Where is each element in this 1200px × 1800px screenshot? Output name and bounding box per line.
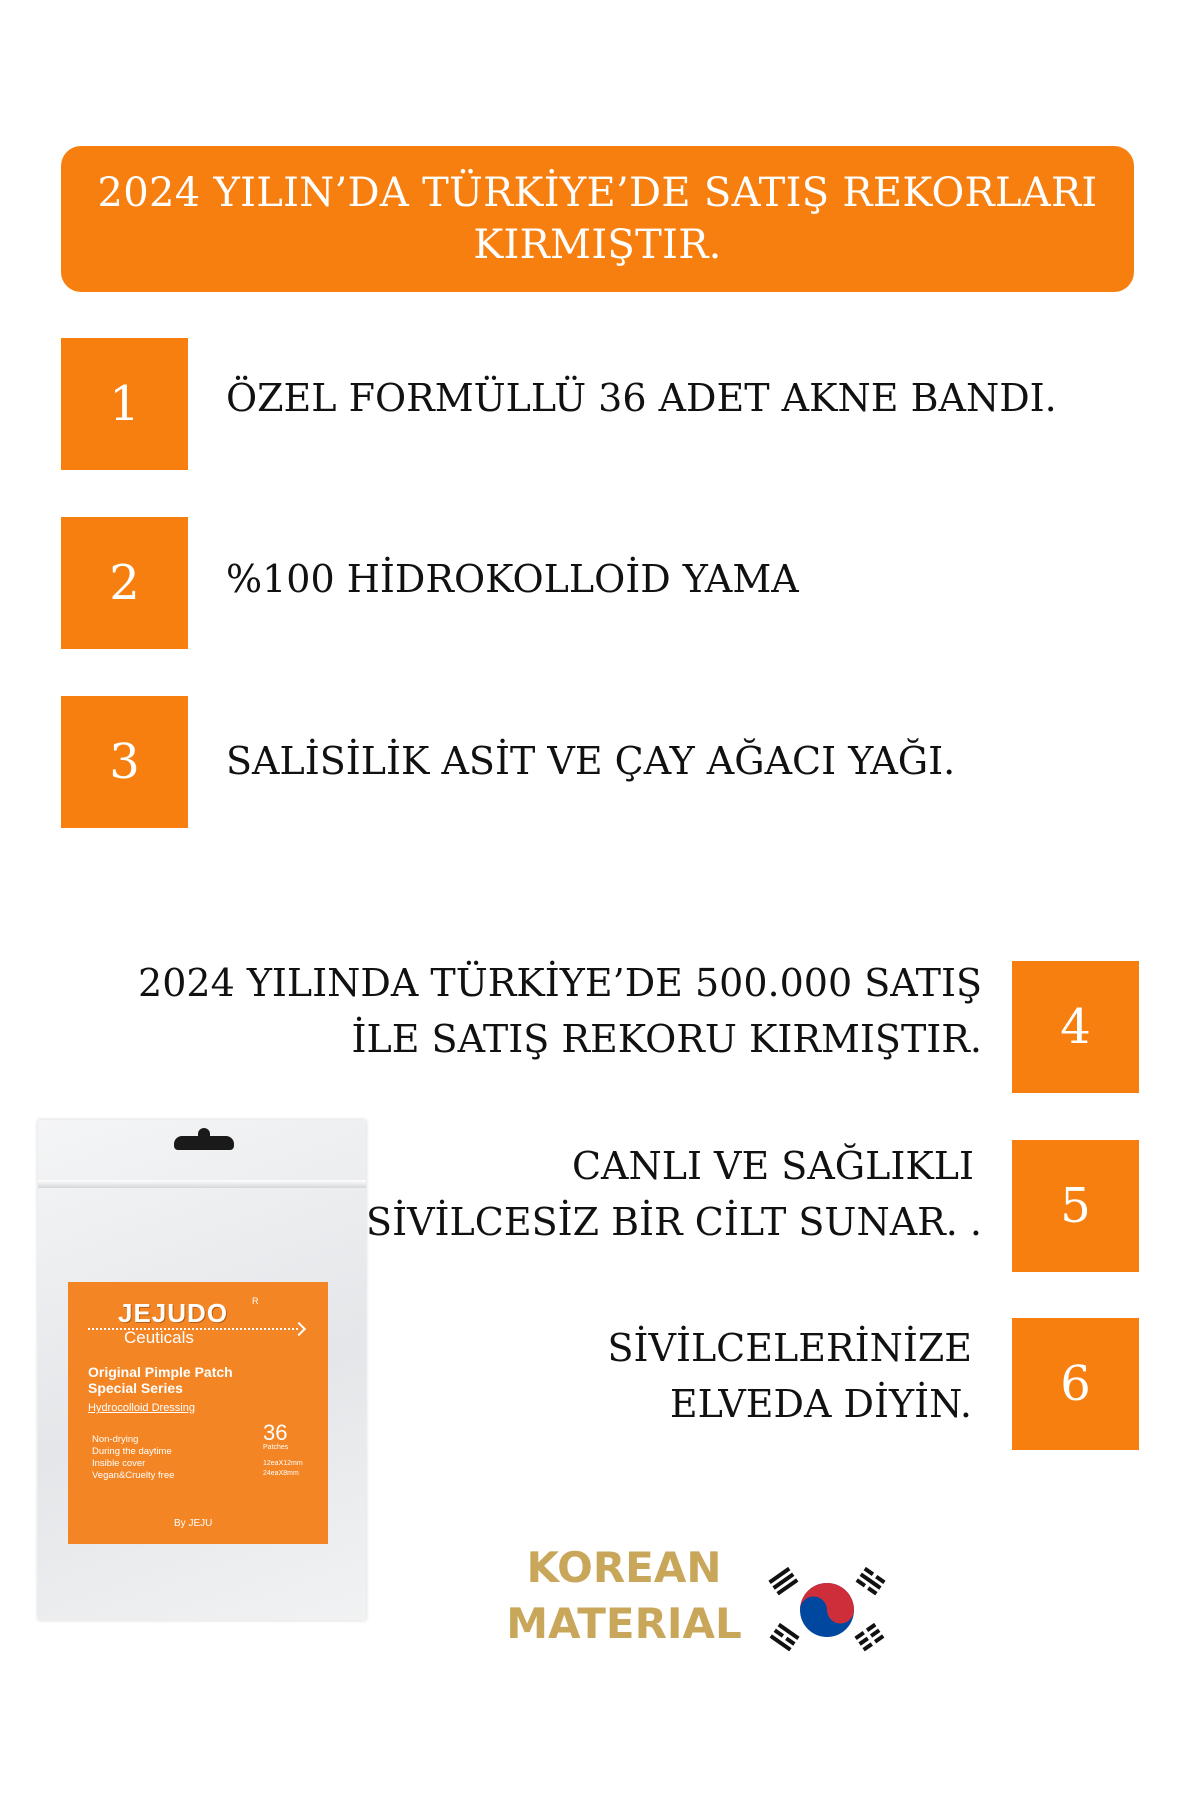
feature-5-line-1: CANLI VE SAĞLIKLI — [571, 1144, 974, 1188]
feature-number-3: 3 — [109, 734, 140, 790]
feature-text-2 — [226, 551, 799, 607]
product-size-1: 12eaX12mm — [263, 1460, 303, 1467]
product-count-word: Patches — [263, 1444, 289, 1451]
feature-number-box-6 — [1012, 1318, 1139, 1450]
headline-line-2: KIRMIŞTIR. — [473, 222, 722, 268]
product-by: By JEJU — [174, 1518, 213, 1529]
registered-mark: R — [252, 1296, 259, 1306]
feature-number-box-1 — [61, 338, 188, 470]
headline-banner — [61, 146, 1134, 292]
product-bullet: Insible cover — [92, 1458, 146, 1469]
headline-line-1: 2024 YILIN’DA TÜRKİYE’DE SATIŞ REKORLARI — [97, 170, 1098, 216]
feature-text-5 — [366, 1138, 982, 1250]
product-bullet: Vegan&Cruelty free — [92, 1470, 175, 1481]
feature-number-box-4 — [1012, 961, 1139, 1093]
zip-seal — [38, 1180, 366, 1188]
korean-flag-icon — [762, 1560, 892, 1660]
feature-5-line-2: SİVİLCESİZ BİR CİLT SUNAR. . — [366, 1200, 982, 1244]
feature-6-line-1: SİVİLCELERİNİZE — [607, 1326, 972, 1370]
feature-number-5: 5 — [1060, 1178, 1091, 1234]
feature-number-2: 2 — [109, 555, 140, 611]
product-count: 36 — [263, 1420, 288, 1445]
feature-number-4: 4 — [1060, 999, 1091, 1055]
product-size-2: 24eaX8mm — [263, 1470, 299, 1477]
product-title-line-2: Special Series — [88, 1380, 183, 1396]
feature-3-line-1: SALİSİLİK ASİT VE ÇAY AĞACI YAĞI. — [226, 739, 956, 783]
product-bullet: Non-drying — [92, 1434, 139, 1445]
feature-text-6 — [607, 1320, 972, 1432]
feature-number-6: 6 — [1060, 1356, 1091, 1412]
product-bullet-list — [92, 1434, 174, 1482]
korean-material-badge — [494, 1540, 754, 1652]
product-packet-image — [38, 1120, 366, 1620]
feature-number-box-3 — [61, 696, 188, 828]
product-subbrand: Ceuticals — [124, 1328, 194, 1347]
badge-line-1: KOREAN — [526, 1543, 722, 1592]
feature-text-1 — [226, 370, 1057, 426]
feature-1-line-1: ÖZEL FORMÜLLÜ 36 ADET AKNE BANDI. — [226, 376, 1057, 420]
feature-number-box-5 — [1012, 1140, 1139, 1272]
product-title-line-1: Original Pimple Patch — [88, 1364, 233, 1380]
badge-line-2: MATERIAL — [506, 1599, 742, 1648]
feature-text-4 — [138, 955, 982, 1067]
feature-number-box-2 — [61, 517, 188, 649]
product-brand: JEJUDO — [118, 1298, 229, 1328]
feature-number-1: 1 — [109, 376, 140, 432]
feature-4-line-2: İLE SATIŞ REKORU KIRMIŞTIR. — [351, 1017, 982, 1061]
product-bullet: During the daytime — [92, 1446, 172, 1457]
feature-4-line-1: 2024 YILINDA TÜRKİYE’DE 500.000 SATIŞ — [138, 961, 982, 1005]
product-label — [68, 1282, 328, 1544]
hang-hole-icon — [174, 1136, 234, 1150]
feature-6-line-2: ELVEDA DİYİN. — [669, 1382, 972, 1426]
feature-text-3 — [226, 733, 955, 789]
feature-2-line-1: %100 HİDROKOLLOİD YAMA — [226, 557, 799, 601]
product-subtitle: Hydrocolloid Dressing — [88, 1402, 195, 1414]
